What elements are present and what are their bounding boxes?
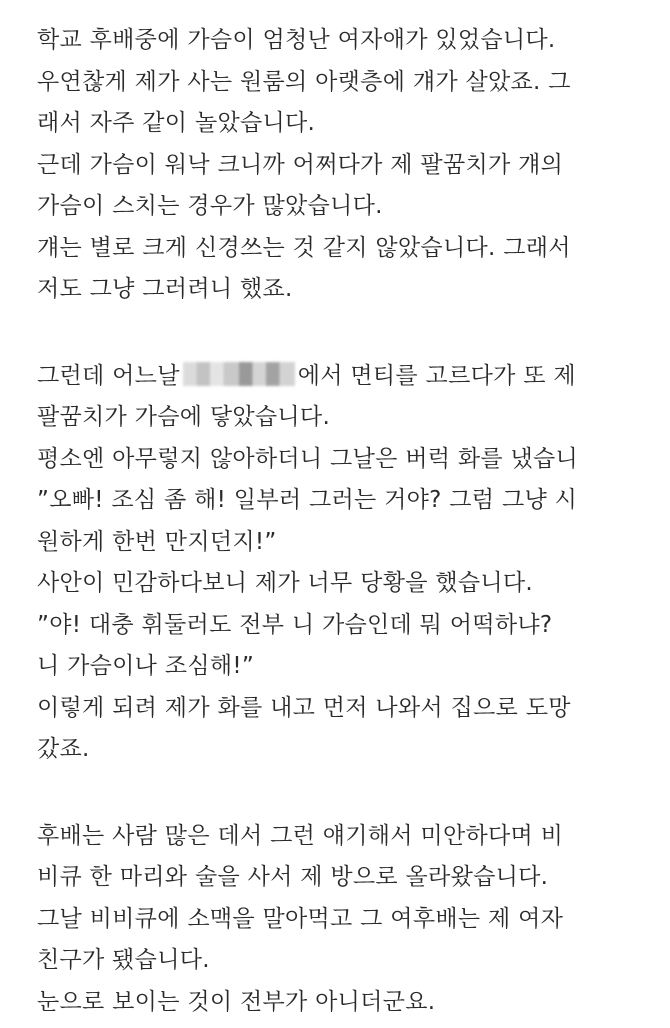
text-fragment: 에서 면티를 고르다가 또 제 (297, 362, 576, 389)
text-line: ”야! 대충 휘둘러도 전부 니 가슴인데 뭐 어떡하냐? (37, 611, 553, 638)
text-line: 저도 그냥 그러려니 했죠. (37, 276, 293, 302)
paragraph-1 (37, 20, 670, 311)
text-line: 그날 비비큐에 소맥을 말아먹고 그 여후배는 제 여자 (37, 905, 564, 932)
text-line: 걔는 별로 크게 신경쓰는 것 같지 않았습니다. 그래서 (37, 234, 571, 261)
text-line: 근데 가슴이 워낙 크니까 어쩌다가 제 팔꿈치가 걔의 (37, 151, 564, 178)
paragraph-3 (37, 816, 670, 1024)
text-line: 가슴이 스치는 경우가 많았습니다. (37, 193, 383, 219)
text-line: 니 가슴이나 조심해!” (37, 653, 255, 679)
text-line: 비큐 한 마리와 술을 사서 제 방으로 올라왔습니다. (37, 864, 549, 890)
text-line: 친구가 됐습니다. (37, 947, 210, 973)
text-line: 갔죠. (37, 736, 90, 762)
text-line: 학교 후배중에 가슴이 엄청난 여자애가 있었습니다. (37, 27, 556, 53)
text-line: 후배는 사람 많은 데서 그런 얘기해서 미안하다며 비 (37, 822, 564, 849)
censored-blur (183, 362, 295, 386)
paragraph-2 (37, 356, 670, 771)
text-line: 사안이 민감하다보니 제가 너무 당황을 했습니다. (37, 570, 534, 596)
text-line: 원하게 한번 만지던지!” (37, 528, 277, 555)
text-line: 래서 자주 같이 놀았습니다. (37, 110, 316, 136)
text-line: ”오빠! 조심 좀 해! 일부러 그러는 거야? 그럼 그냥 시 (37, 487, 578, 513)
text-line: 이렇게 되려 제가 화를 내고 먼저 나와서 집으로 도망 (37, 694, 571, 721)
text-line-with-censor (37, 356, 670, 398)
text-line: 팔꿈치가 가슴에 닿았습니다. (37, 404, 331, 430)
text-fragment: 그런데 어느날 (37, 362, 180, 389)
text-line: 평소엔 아무렇지 않아하더니 그날은 버럭 화를 냈습니 (37, 445, 579, 472)
text-line: 눈으로 보이는 것이 전부가 아니더군요. (37, 988, 436, 1015)
text-line: 우연찮게 제가 사는 원룸의 아랫층에 걔가 살았죠. 그 (37, 68, 571, 95)
